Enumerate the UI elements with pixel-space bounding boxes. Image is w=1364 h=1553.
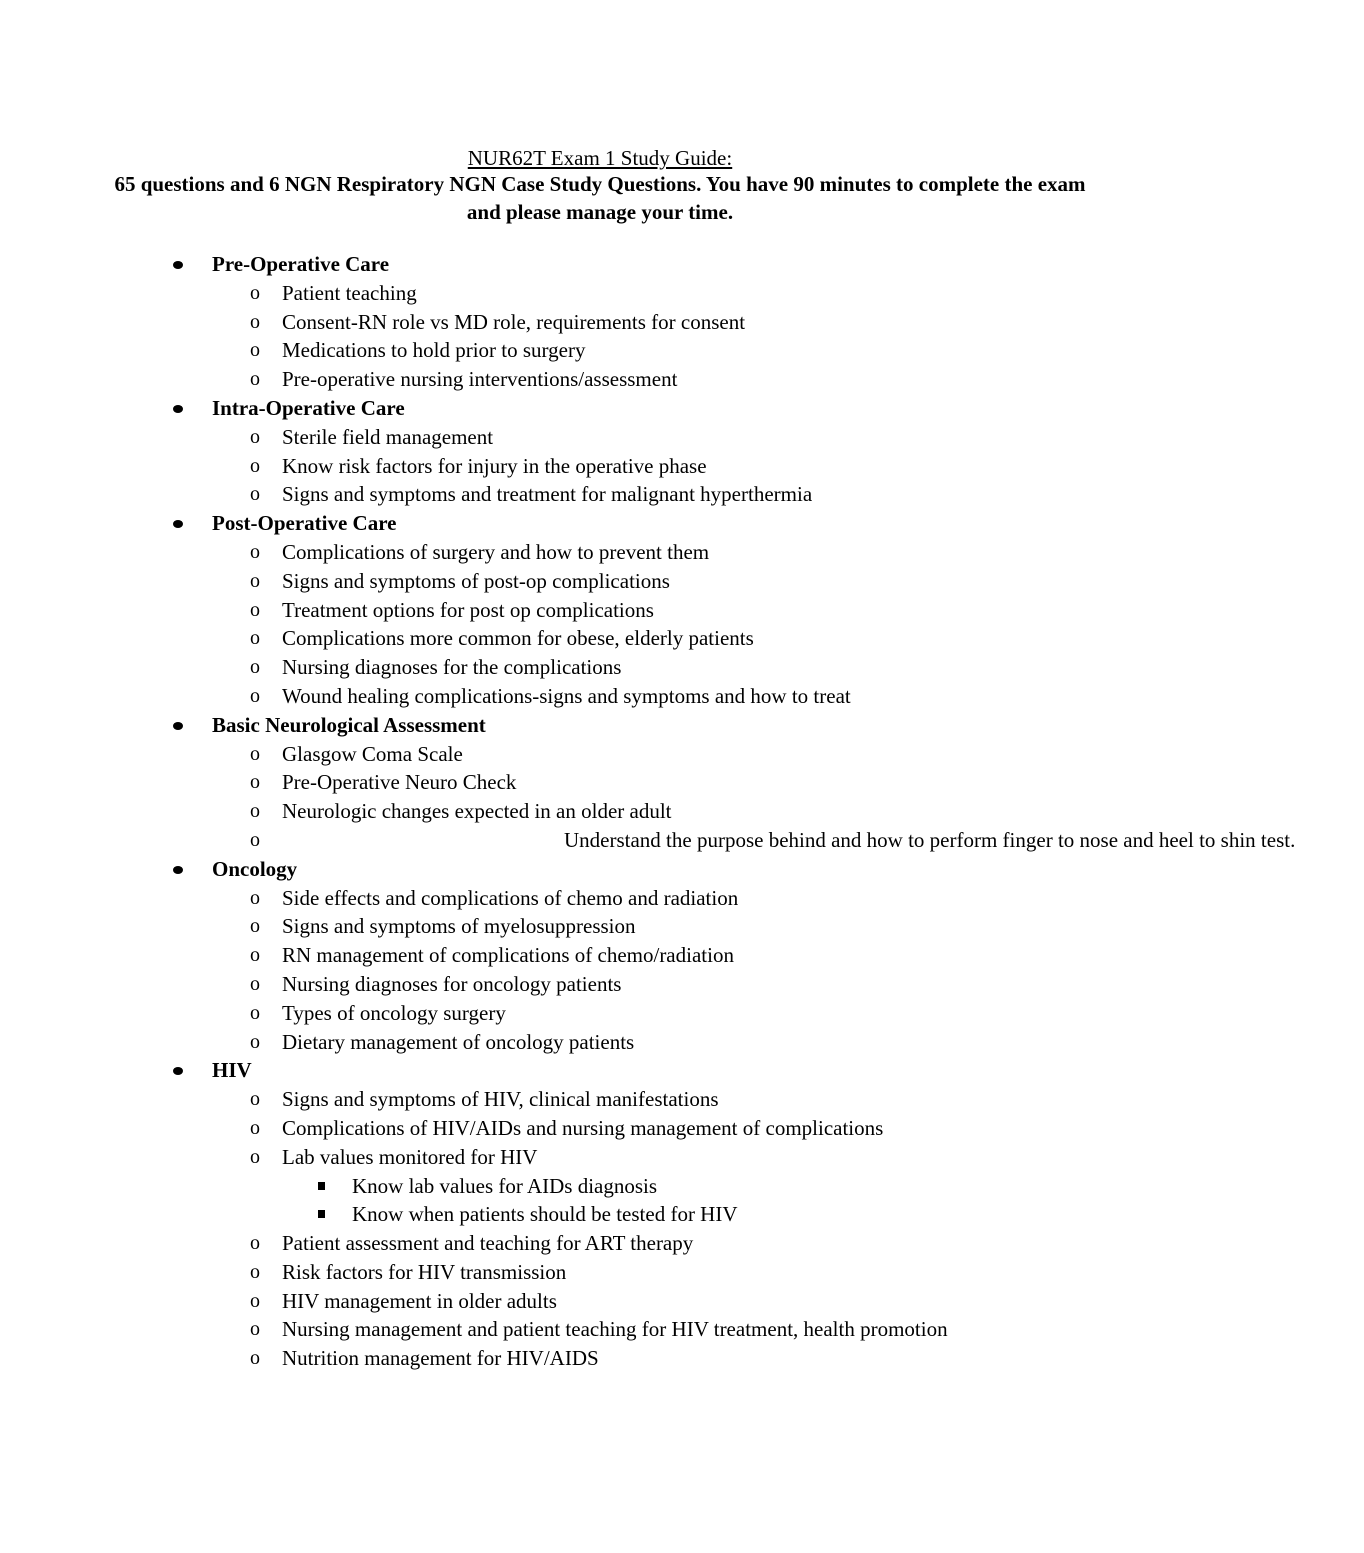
list-item-text: HIV management in older adults — [282, 1288, 557, 1313]
section-heading-text: HIV — [212, 1058, 252, 1083]
list-item — [0, 452, 1200, 481]
section-heading-intra-operative-care — [0, 394, 1200, 423]
list-item-text: Treatment options for post op complications — [282, 597, 654, 622]
section-heading-text: Pre-Operative Care — [212, 252, 390, 276]
list-item-text: Signs and symptoms and treatment for malignant hyperthermia — [282, 482, 813, 507]
list-item-text: Signs and symptoms of myelosuppression — [282, 914, 636, 939]
circle-bullet-icon: o — [250, 1260, 260, 1283]
circle-bullet-icon: o — [250, 828, 260, 851]
list-item-text: Neurologic changes expected in an older adult — [282, 799, 672, 824]
list-item — [0, 567, 1200, 596]
circle-bullet-icon: o — [250, 627, 260, 650]
list-item — [0, 336, 1200, 365]
exam-instructions: 65 questions and 6 NGN Respiratory NGN Case Study Questions. You have 90 minutes to complete the exam and please manage your time. — [114, 172, 1086, 224]
list-item-text: Pre-operative nursing interventions/assessment — [282, 367, 678, 392]
circle-bullet-icon: o — [250, 972, 260, 995]
bullet-icon — [173, 1067, 183, 1075]
circle-bullet-icon: o — [250, 339, 260, 362]
section-heading-text: Basic Neurological Assessment — [212, 712, 486, 737]
list-item — [0, 279, 1200, 308]
circle-bullet-icon: o — [250, 944, 260, 967]
circle-bullet-icon: o — [250, 1001, 260, 1024]
list-item-text: Nursing diagnoses for oncology patients — [282, 971, 622, 996]
list-item — [0, 480, 1200, 509]
list-item-text: Glasgow Coma Scale — [282, 741, 463, 766]
list-item — [0, 308, 1200, 337]
list-item — [0, 596, 1200, 625]
list-item — [0, 970, 1200, 999]
list-item — [0, 682, 1200, 711]
list-item — [0, 826, 1296, 855]
circle-bullet-icon: o — [250, 1030, 260, 1053]
circle-bullet-icon: o — [250, 454, 260, 477]
study-outline — [0, 250, 1296, 1373]
list-item — [0, 1344, 1200, 1373]
section-heading-text: Oncology — [212, 856, 298, 881]
bullet-icon — [173, 405, 183, 413]
list-item — [0, 999, 1200, 1028]
bullet-icon — [173, 866, 183, 874]
list-item — [0, 740, 1200, 769]
list-item-text: Know risk factors for injury in the operative phase — [282, 453, 707, 478]
list-item-text: Dietary management of oncology patients — [282, 1029, 635, 1054]
circle-bullet-icon: o — [250, 1318, 260, 1341]
list-item-text: Consent-RN role vs MD role, requirements for consent — [282, 309, 746, 334]
list-item — [0, 1287, 1200, 1316]
list-item — [0, 941, 1200, 970]
bullet-icon — [173, 261, 183, 269]
list-item-text: Patient teaching — [282, 280, 417, 305]
circle-bullet-icon: o — [250, 656, 260, 679]
circle-bullet-icon: o — [250, 1116, 260, 1139]
section-heading-oncology — [0, 855, 1200, 884]
circle-bullet-icon: o — [250, 684, 260, 707]
circle-bullet-icon: o — [250, 742, 260, 765]
circle-bullet-icon: o — [250, 540, 260, 563]
list-item — [0, 624, 1200, 653]
circle-bullet-icon: o — [250, 915, 260, 938]
bullet-icon — [173, 722, 183, 730]
list-item-text: Side effects and complications of chemo and radiation — [282, 885, 739, 910]
circle-bullet-icon: o — [250, 569, 260, 592]
list-item — [0, 1028, 1200, 1057]
page-title: NUR62T Exam 1 Study Guide: — [467, 146, 733, 170]
list-item — [0, 423, 1200, 452]
list-item — [0, 768, 1200, 797]
list-item — [0, 797, 1200, 826]
list-item-text: Understand the purpose behind and how to perform finger to nose and heel to shin test. — [564, 827, 1296, 852]
list-item — [0, 1114, 1200, 1143]
list-item-text: Types of oncology surgery — [282, 1000, 506, 1025]
circle-bullet-icon: o — [250, 598, 260, 621]
list-item — [0, 884, 1200, 913]
list-item-text: Complications more common for obese, elderly patients — [282, 626, 754, 651]
list-item — [0, 365, 1200, 394]
list-item-text: Patient assessment and teaching for ART therapy — [282, 1231, 694, 1256]
list-item-text: Complications of HIV/AIDs and nursing management of complications — [282, 1115, 884, 1140]
circle-bullet-icon: o — [250, 1088, 260, 1111]
list-item — [0, 1143, 1200, 1172]
list-item-text: Sterile field management — [282, 424, 494, 449]
circle-bullet-icon: o — [250, 425, 260, 448]
list-item — [0, 1258, 1200, 1287]
section-heading-pre-operative-care — [0, 250, 1200, 279]
circle-bullet-icon: o — [250, 483, 260, 506]
sub-list-item-text: Know when patients should be tested for HIV — [352, 1202, 738, 1227]
circle-bullet-icon: o — [250, 310, 260, 333]
list-item-text: Risk factors for HIV transmission — [282, 1259, 567, 1284]
section-heading-basic-neurological-assessment — [0, 711, 1200, 740]
circle-bullet-icon: o — [250, 1289, 260, 1312]
section-heading-text: Intra-Operative Care — [212, 395, 405, 420]
list-item — [0, 1229, 1200, 1258]
list-item-text: Nutrition management for HIV/AIDS — [282, 1346, 599, 1371]
circle-bullet-icon: o — [250, 800, 260, 823]
circle-bullet-icon: o — [250, 281, 260, 304]
list-item — [0, 1315, 1200, 1344]
list-item-text: Pre-Operative Neuro Check — [282, 770, 517, 795]
section-heading-post-operative-care — [0, 509, 1200, 538]
section-heading-text: Post-Operative Care — [212, 511, 397, 536]
circle-bullet-icon: o — [250, 1347, 260, 1370]
list-item-text: Complications of surgery and how to prevent them — [282, 539, 710, 564]
circle-bullet-icon: o — [250, 1232, 260, 1255]
sub-list-item — [0, 1200, 1200, 1229]
list-item-text: Lab values monitored for HIV — [282, 1144, 538, 1169]
list-item-text: Wound healing complications-signs and symptoms and how to treat — [282, 683, 851, 708]
bullet-icon — [173, 520, 183, 528]
list-item — [0, 912, 1200, 941]
square-bullet-icon — [318, 1210, 325, 1218]
circle-bullet-icon: o — [250, 368, 260, 391]
circle-bullet-icon: o — [250, 886, 260, 909]
circle-bullet-icon: o — [250, 1145, 260, 1168]
list-item-text: Nursing diagnoses for the complications — [282, 655, 622, 680]
square-bullet-icon — [318, 1182, 325, 1190]
list-item-text: Signs and symptoms of post-op complications — [282, 568, 670, 593]
list-item-text: Medications to hold prior to surgery — [282, 338, 586, 363]
section-heading-hiv — [0, 1056, 1200, 1085]
sub-list-item-text: Know lab values for AIDs diagnosis — [352, 1173, 658, 1198]
list-item — [0, 1085, 1200, 1114]
list-item-text: RN management of complications of chemo/radiation — [282, 943, 734, 968]
list-item-text: Signs and symptoms of HIV, clinical manifestations — [282, 1087, 719, 1112]
circle-bullet-icon: o — [250, 771, 260, 794]
list-item — [0, 653, 1200, 682]
list-item — [0, 538, 1200, 567]
list-item-text: Nursing management and patient teaching for HIV treatment, health promotion — [282, 1317, 948, 1342]
sub-list-item — [0, 1172, 1200, 1201]
